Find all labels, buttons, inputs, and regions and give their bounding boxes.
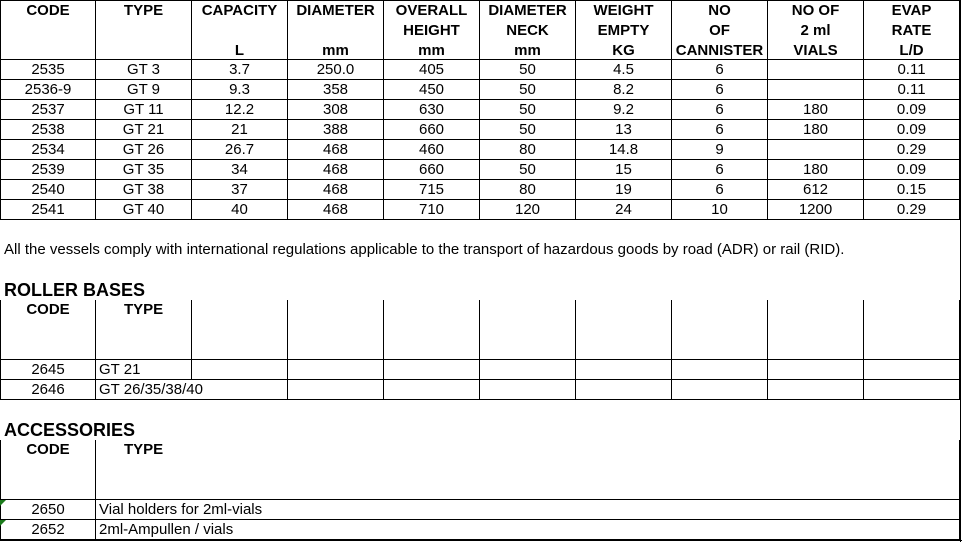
data-cell[interactable]	[768, 140, 864, 160]
data-cell[interactable]: 14.8	[576, 140, 672, 160]
data-cell[interactable]: 660	[384, 120, 480, 140]
header-line: CAPACITY	[201, 2, 278, 19]
data-cell[interactable]: GT 21	[96, 120, 192, 140]
code-cell[interactable]: 2537	[0, 100, 96, 120]
empty-cell[interactable]	[384, 380, 480, 400]
header-line: NECK	[506, 22, 549, 39]
empty-cell[interactable]	[480, 300, 576, 360]
data-cell[interactable]: 460	[384, 140, 480, 160]
empty-cell[interactable]	[768, 380, 864, 400]
roller-bases-title: ROLLER BASES	[4, 280, 146, 300]
empty-cell[interactable]	[288, 380, 384, 400]
header-line: L	[234, 42, 245, 59]
empty-cell[interactable]	[672, 300, 768, 360]
data-cell[interactable]: 50	[480, 100, 576, 120]
data-cell[interactable]: 0.29	[864, 140, 960, 160]
data-cell[interactable]: 50	[480, 120, 576, 140]
data-cell[interactable]: 12.2	[192, 100, 288, 120]
data-cell[interactable]: 715	[384, 180, 480, 200]
data-cell[interactable]: 660	[384, 160, 480, 180]
grid-line	[960, 0, 961, 542]
type-cell[interactable]: 2ml-Ampullen / vials	[96, 520, 960, 540]
code-cell[interactable]: 2535	[0, 60, 96, 80]
data-cell[interactable]: 468	[288, 200, 384, 220]
data-cell[interactable]: GT 35	[96, 160, 192, 180]
type-cell[interactable]: GT 21	[96, 360, 192, 380]
header-line: L/D	[899, 42, 924, 59]
data-cell[interactable]: 0.09	[864, 120, 960, 140]
data-cell[interactable]: 6	[672, 100, 768, 120]
data-cell[interactable]: 9.3	[192, 80, 288, 100]
code-cell[interactable]: 2541	[0, 200, 96, 220]
data-cell[interactable]: 120	[480, 200, 576, 220]
data-cell[interactable]: 308	[288, 100, 384, 120]
code-cell[interactable]: 2645	[0, 360, 96, 380]
header-cell[interactable]	[96, 0, 192, 60]
data-cell[interactable]: 180	[768, 100, 864, 120]
empty-cell[interactable]	[576, 360, 672, 380]
code-cell[interactable]: 2646	[0, 380, 96, 400]
data-cell[interactable]: 180	[768, 120, 864, 140]
grid-line	[0, 540, 962, 541]
empty-cell[interactable]	[384, 300, 480, 360]
data-cell[interactable]: 19	[576, 180, 672, 200]
header-line	[288, 21, 383, 41]
header-line: CANNISTER	[675, 42, 764, 59]
empty-cell[interactable]	[768, 300, 864, 360]
data-cell[interactable]: 468	[288, 160, 384, 180]
header-line: mm	[418, 42, 445, 59]
data-cell[interactable]: 1200	[768, 200, 864, 220]
data-cell[interactable]: 630	[384, 100, 480, 120]
data-cell[interactable]: GT 11	[96, 100, 192, 120]
data-cell[interactable]: 80	[480, 140, 576, 160]
header-line: HEIGHT	[403, 22, 460, 39]
comment-marker-icon	[0, 500, 6, 506]
data-cell[interactable]: 6	[672, 80, 768, 100]
header-line: mm	[322, 42, 349, 59]
header-line	[1, 21, 95, 41]
header-cell[interactable]	[864, 0, 960, 60]
header-line	[192, 21, 287, 41]
data-cell[interactable]: 9.2	[576, 100, 672, 120]
header-cell[interactable]	[288, 0, 384, 60]
header-line: RATE	[891, 22, 932, 39]
header-line: EMPTY	[597, 22, 650, 39]
data-cell[interactable]: 15	[576, 160, 672, 180]
data-cell[interactable]: GT 3	[96, 60, 192, 80]
header-line: CODE	[26, 2, 70, 19]
data-cell[interactable]: 612	[768, 180, 864, 200]
code-cell[interactable]: 2652	[0, 520, 96, 540]
data-cell[interactable]: 9	[672, 140, 768, 160]
data-cell[interactable]: 0.09	[864, 160, 960, 180]
data-cell[interactable]: GT 26	[96, 140, 192, 160]
header-line: NO	[708, 2, 731, 19]
empty-cell[interactable]	[288, 360, 384, 380]
empty-cell[interactable]	[384, 360, 480, 380]
data-cell[interactable]: 50	[480, 160, 576, 180]
data-cell[interactable]: 80	[480, 180, 576, 200]
header-line	[96, 41, 191, 60]
code-cell[interactable]: 2534	[0, 140, 96, 160]
empty-cell[interactable]	[672, 380, 768, 400]
header-line: mm	[514, 42, 541, 59]
data-cell[interactable]: 6	[672, 180, 768, 200]
header-line: WEIGHT	[593, 2, 654, 19]
compliance-note: All the vessels comply with international regulations applicable to the transport of hazardous goods by road (ADR) or rail (RID).	[4, 241, 845, 258]
header-line: OF	[709, 22, 730, 39]
header-line: KG	[612, 42, 635, 59]
header-cell[interactable]	[672, 0, 768, 60]
header-line: DIAMETER	[488, 2, 567, 19]
header-line: OVERALL	[395, 2, 468, 19]
header-cell[interactable]	[192, 0, 288, 60]
data-cell[interactable]	[768, 80, 864, 100]
header-line: 2 ml	[800, 22, 831, 39]
data-cell[interactable]: 468	[288, 140, 384, 160]
data-cell[interactable]: 50	[480, 80, 576, 100]
data-cell[interactable]: 6	[672, 120, 768, 140]
data-cell[interactable]: 6	[672, 60, 768, 80]
type-cell[interactable]: GT 26/35/38/40	[96, 380, 192, 400]
header-line: NO OF	[791, 2, 840, 19]
header-cell[interactable]: TYPE	[96, 440, 960, 500]
data-cell[interactable]: 50	[480, 60, 576, 80]
header-line	[96, 21, 191, 41]
data-cell[interactable]: 180	[768, 160, 864, 180]
comment-marker-icon	[0, 520, 6, 526]
data-cell[interactable]: 6	[672, 160, 768, 180]
data-cell[interactable]: 468	[288, 180, 384, 200]
header-line: TYPE	[123, 2, 164, 19]
data-cell[interactable]: 250.0	[288, 60, 384, 80]
data-cell[interactable]: 4.5	[576, 60, 672, 80]
type-cell[interactable]: Vial holders for 2ml-vials	[96, 500, 960, 520]
empty-cell[interactable]	[480, 380, 576, 400]
code-cell[interactable]: 2539	[0, 160, 96, 180]
data-cell[interactable]: 388	[288, 120, 384, 140]
code-cell[interactable]: 2536-9	[0, 80, 96, 100]
empty-cell[interactable]	[576, 300, 672, 360]
data-cell[interactable]: 37	[192, 180, 288, 200]
data-cell[interactable]: 40	[192, 200, 288, 220]
header-line: VIALS	[793, 42, 838, 59]
header-cell[interactable]: CODE	[0, 300, 96, 360]
data-cell[interactable]: 0.11	[864, 80, 960, 100]
header-cell[interactable]	[480, 0, 576, 60]
code-cell[interactable]: 2540	[0, 180, 96, 200]
data-cell[interactable]: 710	[384, 200, 480, 220]
data-cell[interactable]: 26.7	[192, 140, 288, 160]
data-cell[interactable]: 8.2	[576, 80, 672, 100]
accessories-title: ACCESSORIES	[4, 420, 136, 440]
header-line: EVAP	[891, 2, 932, 19]
data-cell[interactable]: 0.11	[864, 60, 960, 80]
empty-cell[interactable]	[192, 300, 288, 360]
header-cell[interactable]: CODE	[0, 440, 96, 500]
data-cell[interactable]: 13	[576, 120, 672, 140]
empty-cell[interactable]	[576, 380, 672, 400]
header-line	[1, 41, 95, 60]
empty-cell[interactable]	[192, 360, 288, 380]
empty-cell[interactable]	[480, 360, 576, 380]
data-cell[interactable]	[768, 60, 864, 80]
data-cell[interactable]: GT 9	[96, 80, 192, 100]
header-cell[interactable]: TYPE	[96, 300, 192, 360]
empty-cell[interactable]	[864, 300, 960, 360]
header-cell[interactable]	[768, 0, 864, 60]
data-cell[interactable]: 0.09	[864, 100, 960, 120]
data-cell[interactable]: GT 40	[96, 200, 192, 220]
data-cell[interactable]: 0.29	[864, 200, 960, 220]
data-cell[interactable]: 405	[384, 60, 480, 80]
header-cell[interactable]	[576, 0, 672, 60]
header-cell[interactable]	[384, 0, 480, 60]
data-cell[interactable]: 3.7	[192, 60, 288, 80]
data-cell[interactable]: 10	[672, 200, 768, 220]
header-line: DIAMETER	[296, 2, 375, 19]
data-cell[interactable]: 0.15	[864, 180, 960, 200]
data-cell[interactable]: GT 38	[96, 180, 192, 200]
code-cell[interactable]: 2538	[0, 120, 96, 140]
empty-cell[interactable]	[288, 300, 384, 360]
data-cell[interactable]: 358	[288, 80, 384, 100]
data-cell[interactable]: 21	[192, 120, 288, 140]
empty-cell[interactable]	[672, 360, 768, 380]
empty-cell[interactable]	[864, 380, 960, 400]
empty-cell[interactable]	[768, 360, 864, 380]
empty-cell[interactable]	[864, 360, 960, 380]
header-cell[interactable]	[0, 0, 96, 60]
code-cell[interactable]: 2650	[0, 500, 96, 520]
data-cell[interactable]: 24	[576, 200, 672, 220]
data-cell[interactable]: 450	[384, 80, 480, 100]
empty-cell[interactable]	[192, 380, 288, 400]
data-cell[interactable]: 34	[192, 160, 288, 180]
